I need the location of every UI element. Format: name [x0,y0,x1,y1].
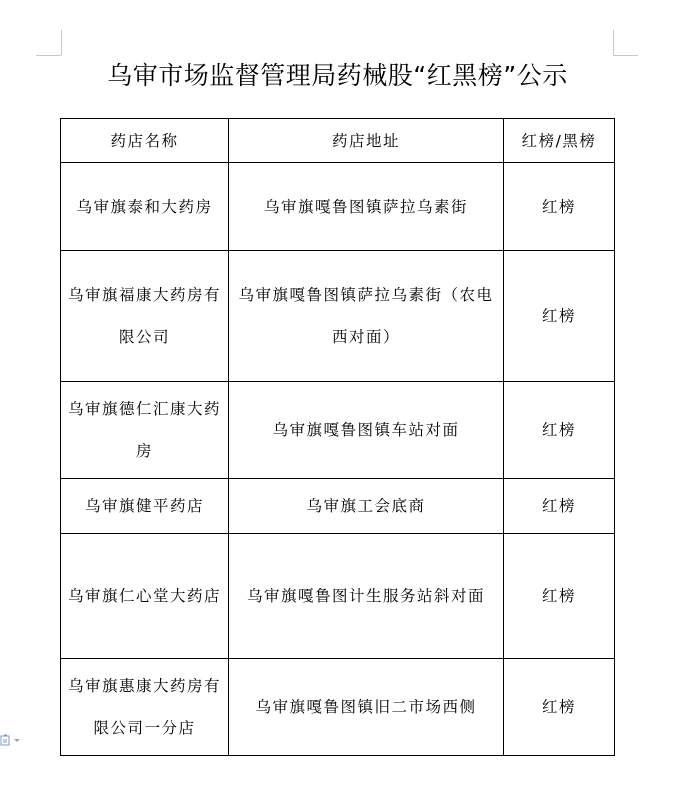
paste-options-icon[interactable] [0,734,14,746]
pharmacy-name-cell: 乌审旗泰和大药房 [61,163,229,251]
column-header-status: 红榜/黑榜 [504,119,615,163]
pharmacy-address-cell: 乌审旗嘎鲁图镇车站对面 [229,382,504,479]
pharmacy-address-cell: 乌审旗嘎鲁图镇萨拉乌素街 [229,163,504,251]
table-row [61,479,615,534]
list-status-cell: 红榜 [504,163,615,251]
pharmacy-name-cell: 乌审旗健平药店 [61,479,229,534]
table-header-row [61,119,615,163]
crop-mark-top-left-vertical [61,30,62,55]
table-row [61,163,615,251]
table-row [61,659,615,756]
pharmacy-address-cell: 乌审旗嘎鲁图镇旧二市场西侧 [229,659,504,756]
list-status-cell: 红榜 [504,659,615,756]
pharmacy-name-cell: 乌审旗仁心堂大药店 [61,534,229,659]
table-row [61,382,615,479]
crop-mark-top-left-horizontal [36,55,61,56]
chevron-down-icon[interactable] [13,735,21,745]
pharmacy-address-cell: 乌审旗工会底商 [229,479,504,534]
pharmacy-name-cell: 乌审旗福康大药房有限公司 [61,251,229,382]
column-header-address: 药店地址 [229,119,504,163]
list-status-cell: 红榜 [504,251,615,382]
pharmacy-table [60,118,615,756]
pharmacy-address-cell: 乌审旗嘎鲁图镇萨拉乌素街（农电西对面） [229,251,504,382]
table-row [61,251,615,382]
crop-mark-top-right-horizontal [613,55,638,56]
list-status-cell: 红榜 [504,534,615,659]
pharmacy-name-cell: 乌审旗德仁汇康大药房 [61,382,229,479]
list-status-cell: 红榜 [504,479,615,534]
table-row [61,534,615,659]
list-status-cell: 红榜 [504,382,615,479]
pharmacy-name-cell: 乌审旗惠康大药房有限公司一分店 [61,659,229,756]
document-title: 乌审市场监督管理局药械股“红黑榜”公示 [107,61,568,90]
pharmacy-address-cell: 乌审旗嘎鲁图计生服务站斜对面 [229,534,504,659]
crop-mark-top-right-vertical [613,30,614,55]
column-header-name: 药店名称 [61,119,229,163]
